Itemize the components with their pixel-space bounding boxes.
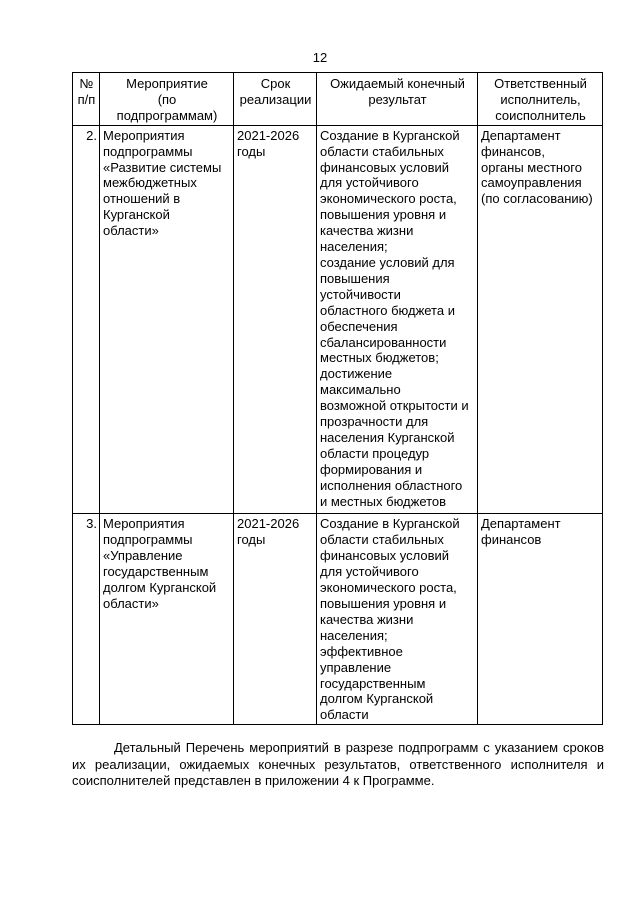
cell-line: для устойчивого <box>320 175 419 191</box>
cell-line: годы <box>237 143 266 159</box>
cell-line: 2021-2026 <box>237 127 300 143</box>
page-number: 12 <box>312 50 328 65</box>
cell-line: Создание в Курганской <box>320 516 460 532</box>
cell-line: управление <box>320 659 392 675</box>
cell-line: области стабильных <box>320 143 444 159</box>
cell-line: государственным <box>103 564 209 580</box>
row-result <box>317 125 478 514</box>
row-event <box>100 514 234 725</box>
cell-line: обеспечения <box>320 318 398 334</box>
table-row <box>73 514 603 725</box>
cell-line: области» <box>103 223 159 239</box>
cell-line: качества жизни <box>320 611 414 627</box>
cell-line: «Развитие системы <box>103 159 222 175</box>
row-period <box>234 125 317 514</box>
cell-line: Создание в Курганской <box>320 127 460 143</box>
cell-line: межбюджетных <box>103 175 197 191</box>
cell-line: максимально <box>320 382 401 398</box>
header-period: Срок реализации <box>234 73 317 126</box>
cell-line: формирования и <box>320 461 423 477</box>
cell-line: области процедур <box>320 445 430 461</box>
cell-line: населения Курганской <box>320 429 455 445</box>
cell-line: годы <box>237 532 266 548</box>
body-paragraph: Детальный Перечень мероприятий в разрезе подпрограмм с указанием сроков их реализации, ожидаемых конечных результатов, ответственного исполнителя и соисполнителей представлен в приложении 4 к Программе. <box>72 740 604 788</box>
cell-line: (по согласованию) <box>481 191 593 207</box>
cell-line: для устойчивого <box>320 564 419 580</box>
cell-line: повышения <box>320 270 390 286</box>
row-result <box>317 514 478 725</box>
cell-line: Курганской <box>103 207 170 223</box>
cell-line: государственным <box>320 675 426 691</box>
cell-line: возможной открытости и <box>320 398 469 414</box>
cell-line: области стабильных <box>320 532 444 548</box>
cell-line: исполнения областного <box>320 477 463 493</box>
cell-line: органы местного <box>481 159 582 175</box>
cell-line: финансов <box>481 532 542 548</box>
cell-line: долгом Курганской <box>320 691 434 707</box>
cell-line: долгом Курганской <box>103 580 217 596</box>
header-responsible: Ответственный исполнитель, соисполнитель <box>478 73 603 126</box>
header-event: Мероприятие (по подпрограммам) <box>100 73 234 126</box>
table-header-row <box>73 73 603 126</box>
header-number: № п/п <box>73 73 100 126</box>
cell-line: местных бюджетов; <box>320 350 439 366</box>
cell-line: повышения уровня и <box>320 207 447 223</box>
table-row <box>73 125 603 514</box>
cell-line: финансовых условий <box>320 548 450 564</box>
cell-line: подпрограммы <box>103 143 193 159</box>
row-number: 3. <box>73 514 100 725</box>
cell-line: и местных бюджетов <box>320 493 447 509</box>
cell-line: Мероприятия <box>103 516 185 532</box>
cell-line: сбалансированности <box>320 334 447 350</box>
cell-line: «Управление <box>103 548 183 564</box>
measures-table <box>72 72 603 725</box>
cell-line: самоуправления <box>481 175 582 191</box>
cell-line: области <box>320 707 369 723</box>
row-period <box>234 514 317 725</box>
cell-line: финансовых условий <box>320 159 450 175</box>
cell-line: устойчивости <box>320 286 401 302</box>
cell-line: прозрачности для <box>320 414 429 430</box>
cell-line: экономического роста, <box>320 191 457 207</box>
cell-line: финансов, <box>481 143 545 159</box>
cell-line: 2021-2026 <box>237 516 300 532</box>
row-event <box>100 125 234 514</box>
cell-line: Мероприятия <box>103 127 185 143</box>
row-responsible <box>478 125 603 514</box>
cell-line: населения; <box>320 239 388 255</box>
cell-line: качества жизни <box>320 223 414 239</box>
cell-line: Департамент <box>481 127 561 143</box>
cell-line: повышения уровня и <box>320 596 447 611</box>
cell-line: областного бюджета и <box>320 302 455 318</box>
cell-line: достижение <box>320 366 393 382</box>
cell-line: экономического роста, <box>320 580 457 596</box>
cell-line: отношений в <box>103 191 181 207</box>
cell-line: области» <box>103 596 159 611</box>
cell-line: населения; <box>320 627 388 643</box>
cell-line: создание условий для <box>320 254 455 270</box>
header-result: Ожидаемый конечный результат <box>317 73 478 126</box>
cell-line: подпрограммы <box>103 532 193 548</box>
cell-line: эффективное <box>320 643 403 659</box>
row-responsible <box>478 514 603 725</box>
row-number: 2. <box>73 125 100 514</box>
cell-line: Департамент <box>481 516 561 532</box>
